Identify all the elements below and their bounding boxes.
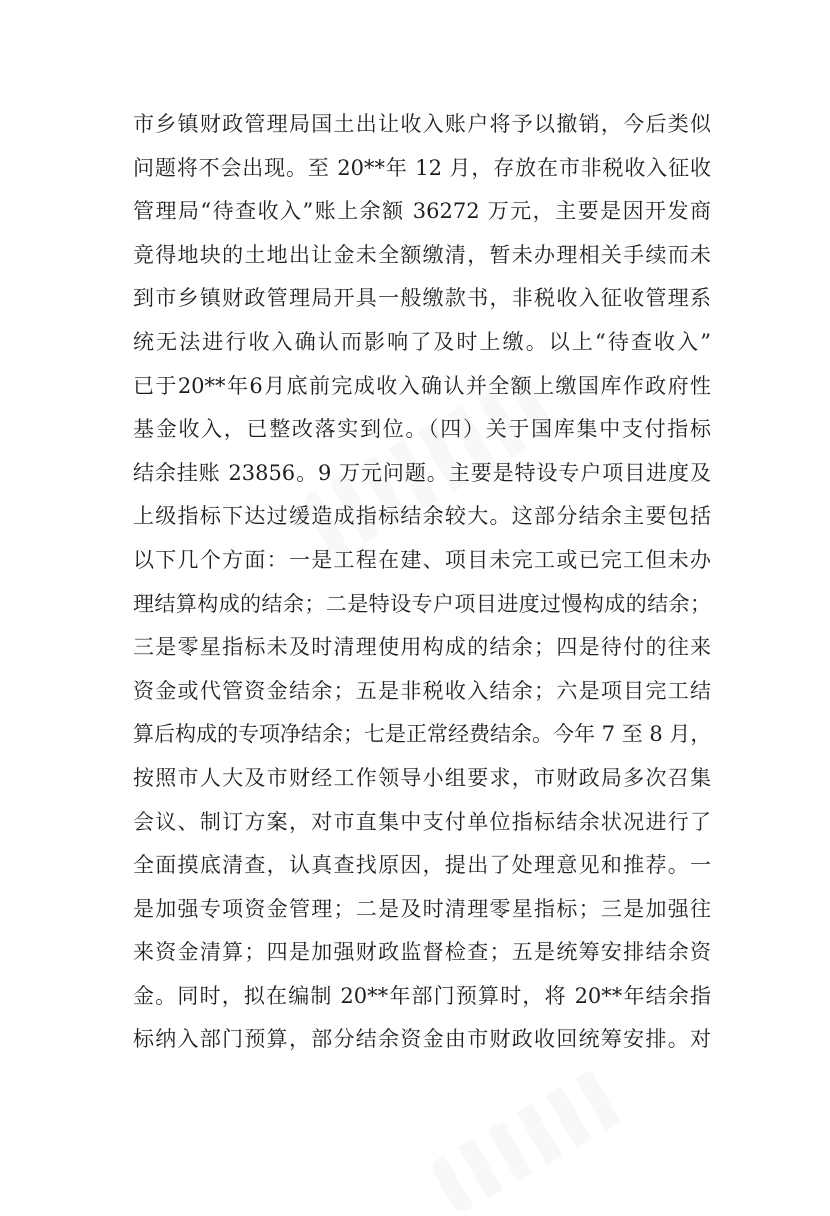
text-line: 基金收入，已整改落实到位。（四）关于国库集中支付指标 <box>133 417 711 442</box>
text-line: 三是零星指标未及时清理使用构成的结余；四是待付的往来 <box>133 635 711 660</box>
text-line: 管理局“待查收入”账上余额 36272 万元，主要是因开发商 <box>133 199 711 224</box>
text-line: 会议、制订方案，对市直集中支付单位指标结余状况进行了 <box>133 809 711 834</box>
text-line: 资金或代管资金结余；五是非税收入结余；六是项目完工结 <box>133 678 711 703</box>
text-line: 理结算构成的结余；二是特设专户项目进度过慢构成的结余； <box>133 591 711 616</box>
text-line: 来资金清算；四是加强财政监督检查；五是统筹安排结余资 <box>133 940 711 965</box>
text-line: 以下几个方面：一是工程在建、项目未完工或已完工但未办 <box>133 547 711 572</box>
text-line: 金。同时，拟在编制 20**年部门预算时，将 20**年结余指 <box>133 983 711 1008</box>
text-line: 已于20**年6月底前完成收入确认并全额上缴国库作政府性 <box>133 373 711 398</box>
text-line: 按照市人大及市财经工作领导小组要求，市财政局多次召集 <box>133 765 711 790</box>
text-line: 标纳入部门预算，部分结余资金由市财政收回统筹安排。对 <box>133 1027 711 1052</box>
text-line: 问题将不会出现。至 20**年 12 月，存放在市非税收入征收 <box>133 155 711 180</box>
text-line: 上级指标下达过缓造成指标结余较大。这部分结余主要包括 <box>133 504 711 529</box>
text-line: 竟得地块的土地出让金未全额缴清，暂未办理相关手续而未 <box>133 242 711 267</box>
text-line: 结余挂账 23856。9 万元问题。主要是特设专户项目进度及 <box>133 460 711 485</box>
text-line: 算后构成的专项净结余；七是正常经费结余。今年 7 至 8 月， <box>133 722 712 747</box>
text-line: 统无法进行收入确认而影响了及时上缴。以上“待查收入” <box>133 329 711 354</box>
text-line: 全面摸底清查，认真查找原因，提出了处理意见和推荐。一 <box>133 853 711 878</box>
watermark <box>428 1064 631 1216</box>
text-line: 是加强专项资金管理；二是及时清理零星指标；三是加强往 <box>133 896 711 921</box>
text-line: 到市乡镇财政管理局开具一般缴款书，非税收入征收管理系 <box>133 286 711 311</box>
text-line: 市乡镇财政管理局国土出让收入账户将予以撤销，今后类似 <box>133 112 711 136</box>
body-text <box>133 103 711 1062</box>
